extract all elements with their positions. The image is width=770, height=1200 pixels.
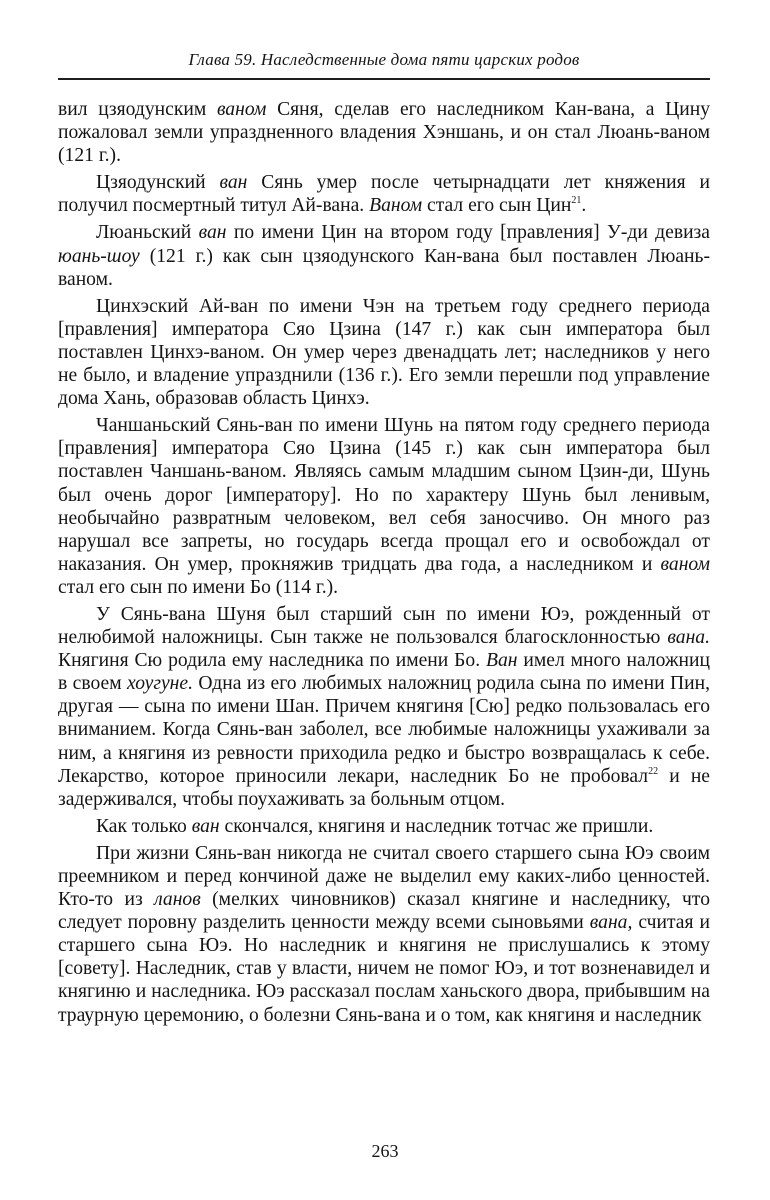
- text-run: При жизни Сянь-ван никогда не считал своего старшего сына Юэ своим преемником и перед кончиной даже не выделил ему каких-либо ценностей. Кто-то из: [58, 842, 710, 911]
- italic-term: ланов: [154, 889, 201, 911]
- text-run: У Сянь-вана Шуня был старший сын по имени Юэ, рожденный от нелюбимой наложницы. Сын также не пользовался благосклонностью: [58, 603, 710, 649]
- text-run: скончался, княгиня и наследник тотчас же пришли.: [219, 815, 654, 837]
- italic-term: ваном: [216, 99, 267, 120]
- text-run: считая и старшего сына Юэ. Но наследник и княгиня не прислушались к этому [совету]. Наследник, став у власти, ничем не помог Юэ, и тот возненавидел и княгиню и наследника. Юэ рассказал послам ханьского двора, прибывшим на траурную церемонию, о болезни Сянь-вана и о том, как княгиня и наследник: [58, 912, 710, 1026]
- text-run: .: [581, 195, 587, 217]
- text-run: Люаньский: [96, 222, 199, 244]
- paragraph: [58, 815, 710, 838]
- italic-term: Ван: [486, 650, 518, 672]
- italic-term: ван: [198, 222, 227, 244]
- paragraph: [58, 98, 710, 167]
- footnote-mark: 22: [648, 765, 659, 777]
- footnote-mark: 21: [571, 195, 582, 207]
- paragraph: [58, 603, 710, 811]
- text-run: Сянь умер после четырнадцати лет княжения и получил посмертный титул Ай-вана.: [58, 172, 710, 217]
- italic-term: вана.: [667, 627, 710, 649]
- running-head: Глава 59. Наследственные дома пяти царских родов: [188, 50, 580, 69]
- paragraph: [58, 171, 710, 217]
- text-run: Цинхэский Ай-ван по имени Чэн на третьем году среднего периода [правления] императора Сяо Цзина (147 г.) как сын императора был поставлен Цинхэ-ваном. Он умер через двенадцать лет; наследников у него не было, и владение упразднили (136 г.). Его земли перешли под управление дома Хань, образовав область Цинхэ.: [58, 295, 710, 410]
- text-run: и не задерживался, чтобы поухаживать за больным отцом.: [58, 765, 711, 810]
- italic-term: ван: [191, 815, 220, 837]
- italic-term: юань-шоу: [58, 245, 140, 267]
- text-run: стал его сын Цин: [422, 195, 572, 217]
- text-run: стал его сын по имени Бо (114 г.).: [58, 576, 339, 598]
- italic-term: Ваном: [369, 195, 423, 217]
- italic-term: ван: [219, 172, 248, 194]
- body-text: [58, 98, 710, 1027]
- paragraph: [58, 221, 710, 290]
- paragraph: [58, 414, 710, 599]
- paragraph: [58, 295, 710, 410]
- text-run: Княгиня Сю родила ему наследника по имени Бо.: [58, 650, 486, 672]
- text-run: (121 г.) как сын цзяодунского Кан-вана был поставлен Люань-ваном.: [58, 245, 710, 290]
- text-run: Одна из его любимых наложниц родила сына по имени Пин, другая — сына по имени Шан. Причем княгиня [Сю] редко пользовалась его вниманием. Когда Сянь-ван заболел, все любимые наложницы ухаживали за ним, а княгиня из ревности приходила редко и быстро возвращалась к себе. Лекарство, которое приносили лекари, наследник Бо не пробовал: [58, 673, 710, 787]
- text-run: Цзяодунский: [96, 172, 220, 194]
- header-rule: [58, 78, 710, 80]
- text-run: Чаншаньский Сянь-ван по имени Шунь на пятом году среднего периода [правления] императора Сяо Цзина (145 г.) как сын императора был поставлен Чаншань-ваном. Являясь самым младшим сыном Цзин-ди, Шунь был очень дорог [императору]. Но по характеру Шунь был ленивым, необычайно развратным человеком, вел себя заносчиво. Он много раз нарушал все запреты, но государь всегда прощал его и освобождал от наказания. Он умер, прокняжив тридцать два года, а наследником и: [58, 415, 710, 575]
- text-run: имел много наложниц в своем: [58, 650, 710, 695]
- paragraph: [58, 842, 710, 1027]
- italic-term: ваном: [660, 553, 710, 575]
- page-number: 263: [371, 1141, 399, 1161]
- italic-term: хоугуне.: [127, 673, 193, 695]
- text-run: (мелких чиновников) сказал княгине и наследнику, что следует поровну разделить ценности между всеми сыновьями: [58, 889, 711, 934]
- text-run: Как только: [96, 815, 192, 837]
- text-run: вил цзяодунским: [58, 99, 217, 120]
- text-run: по имени Цин на втором году [правления] У-ди девиза: [226, 222, 710, 244]
- text-run: Сяня, сделав его наследником Кан-вана, а Цину пожаловал земли упраздненного владения Хэншань, и он стал Люань-ваном (121 г.).: [58, 99, 711, 167]
- italic-term: вана,: [589, 912, 633, 934]
